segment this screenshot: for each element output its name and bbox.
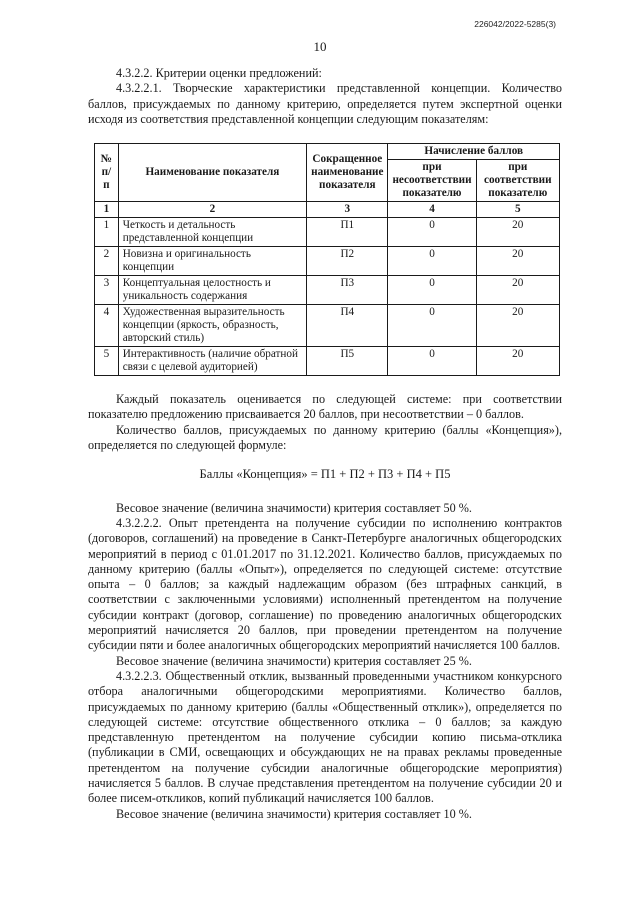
column-number: 1: [95, 202, 119, 218]
row-match-score: 20: [476, 218, 559, 247]
row-short-name: П2: [307, 247, 388, 276]
row-indicator-name: Художественная выразительность концепции (яркость, образность, авторский стиль): [118, 305, 306, 347]
table-row: [95, 347, 560, 376]
row-mismatch-score: 0: [388, 247, 476, 276]
criterion-intro-paragraph: 4.3.2.2.1. Творческие характеристики представленной концепции. Количество баллов, присуждаемых по данному критерию, определяется путем экспертной оценки исходя из соответствия представленной концепции следующим показателям:: [88, 81, 562, 126]
table-row: [95, 305, 560, 347]
header-num: № п/п: [95, 144, 119, 202]
row-match-score: 20: [476, 247, 559, 276]
row-short-name: П5: [307, 347, 388, 376]
column-number: 2: [118, 202, 306, 218]
row-indicator-name: Новизна и оригинальность концепции: [118, 247, 306, 276]
row-match-score: 20: [476, 305, 559, 347]
criteria-table: [94, 143, 560, 376]
row-mismatch-score: 0: [388, 276, 476, 305]
header-mismatch: при несоответствии показателю: [388, 160, 476, 202]
column-number-row: [95, 202, 560, 218]
row-num: 1: [95, 218, 119, 247]
public-response-weight-paragraph: Весовое значение (величина значимости) критерия составляет 10 %.: [116, 806, 472, 821]
section-heading: 4.3.2.2. Критерии оценки предложений:: [116, 66, 322, 80]
row-short-name: П4: [307, 305, 388, 347]
row-num: 4: [95, 305, 119, 347]
table-row: [95, 247, 560, 276]
row-indicator-name: Концептуальная целостность и уникальность содержания: [118, 276, 306, 305]
row-indicator-name: Четкость и детальность представленной концепции: [118, 218, 306, 247]
formula-intro-paragraph: Количество баллов, присуждаемых по данному критерию (баллы «Концепция»), определяется по следующей формуле:: [88, 422, 562, 453]
concept-score-formula: Баллы «Концепция» = П1 + П2 + П3 + П4 + П5: [199, 467, 451, 482]
table-row: [95, 276, 560, 305]
public-response-criterion-paragraph: 4.3.2.2.3. Общественный отклик, вызванный проведенными участником конкурсного отбора аналогичными общегородскими мероприятиями. Количество баллов, присуждаемых по данному критерию (баллы «Общественный отклик»), определяется по следующей системе: отсутствие общественного отклика – 0 баллов; за каждую представленную претендентом на получение субсидии копию письма-отклика (публикации в СМИ, освещающих и обсуждающих не на правах рекламы проведенные претендентом на получение субсидии аналогичные общегородские мероприятия) начисляется 5 баллов. В случае представления претендентом на получение субсидии 20 и более писем-откликов, копий публикаций начисляется 100 баллов.: [88, 668, 562, 806]
scoring-system-paragraph: Каждый показатель оценивается по следующей системе: при соответствии показателю предложению присваивается 20 баллов, при несоответствии – 0 баллов.: [88, 392, 562, 422]
column-number: 4: [388, 202, 476, 218]
table-header-row: [95, 144, 560, 160]
page-content: [88, 66, 562, 822]
row-short-name: П3: [307, 276, 388, 305]
row-match-score: 20: [476, 276, 559, 305]
table-row: [95, 218, 560, 247]
concept-weight-paragraph: Весовое значение (величина значимости) критерия составляет 50 %.: [116, 500, 472, 515]
row-mismatch-score: 0: [388, 347, 476, 376]
document-registration-number: 226042/2022-5285(3): [474, 19, 556, 29]
column-number: 5: [476, 202, 559, 218]
header-match: при соответствии показателю: [476, 160, 559, 202]
column-number: 3: [307, 202, 388, 218]
experience-criterion-paragraph: 4.3.2.2.2. Опыт претендента на получение субсидии по исполнению контрактов (договоров, соглашений) на проведение в Санкт-Петербурге аналогичных общегородских мероприятий в период с 01.01.2017 по 31.12.2021. Количество баллов, присуждаемых по данному критерию (баллы «Опыт»), определяется по следующей системе: отсутствие опыта – 0 баллов; за каждый надлежащим образом (без штрафных санкций, в соответствии с заключенными условиями) исполненный претендентом на получение субсидии контракт (договор, соглашение) по проведению аналогичных общегородских мероприятий начисляется 20 баллов, при проведении претендентом на получение субсидии пяти и более аналогичных общегородских мероприятий начисляется 100 баллов.: [88, 515, 562, 653]
row-num: 5: [95, 347, 119, 376]
row-num: 3: [95, 276, 119, 305]
experience-weight-paragraph: Весовое значение (величина значимости) критерия составляет 25 %.: [116, 653, 472, 668]
header-short-name: Сокращенное наименование показателя: [307, 144, 388, 202]
row-indicator-name: Интерактивность (наличие обратной связи с целевой аудиторией): [118, 347, 306, 376]
row-num: 2: [95, 247, 119, 276]
header-scoring: Начисление баллов: [388, 144, 560, 160]
header-name: Наименование показателя: [118, 144, 306, 202]
row-match-score: 20: [476, 347, 559, 376]
row-mismatch-score: 0: [388, 218, 476, 247]
row-mismatch-score: 0: [388, 305, 476, 347]
page-number: 10: [313, 39, 327, 54]
row-short-name: П1: [307, 218, 388, 247]
